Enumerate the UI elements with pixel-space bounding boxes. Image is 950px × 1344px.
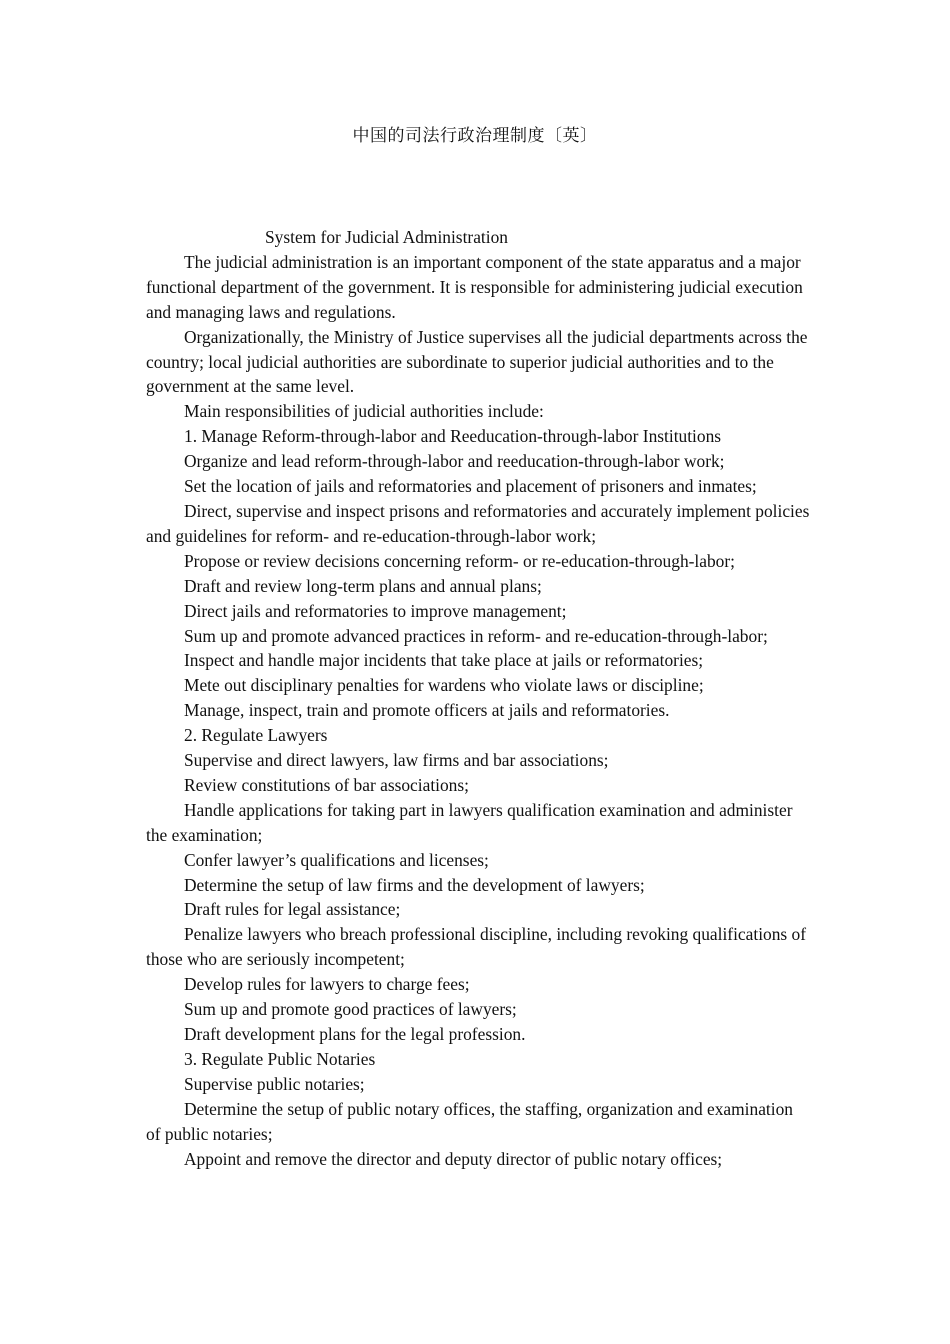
list-item: Inspect and handle major incidents that take place at jails or reformatories; bbox=[184, 650, 704, 671]
list-item: Draft rules for legal assistance; bbox=[184, 899, 401, 920]
list-item: Review constitutions of bar associations; bbox=[184, 774, 469, 795]
section-heading: System for Judicial Administration bbox=[265, 227, 508, 247]
document-body bbox=[146, 225, 810, 1171]
subheading-public-notaries: 3. Regulate Public Notaries bbox=[184, 1048, 376, 1069]
list-item: Organize and lead reform-through-labor and reeducation-through-labor work; bbox=[184, 451, 725, 472]
list-item: Determine the setup of public notary offices, the staffing, organization and examination of public notaries; bbox=[146, 1098, 793, 1144]
list-item: Set the location of jails and reformatories and placement of prisoners and inmates; bbox=[184, 476, 757, 497]
list-item: Confer lawyer’s qualifications and licenses; bbox=[184, 849, 489, 870]
list-item: Handle applications for taking part in lawyers qualification examination and administer the examination; bbox=[146, 799, 793, 845]
list-item: Sum up and promote advanced practices in reform- and re-education-through-labor; bbox=[184, 625, 768, 646]
list-item: Direct, supervise and inspect prisons and reformatories and accurately implement policies and guidelines for reform- and re-education-through-labor work; bbox=[146, 500, 810, 546]
list-item: Draft development plans for the legal profession. bbox=[184, 1024, 526, 1044]
list-item: Draft and review long-term plans and annual plans; bbox=[184, 575, 542, 596]
paragraph-intro: The judicial administration is an important component of the state apparatus and a major functional department of the government. It is responsible for administering judicial execution and managing laws and regulations. bbox=[146, 251, 803, 322]
paragraph-organization: Organizationally, the Ministry of Justice supervises all the judicial departments across the country; local judicial authorities are subordinate to superior judicial authorities and to the government at the same level. bbox=[146, 326, 808, 397]
document-title: 中国的司法行政治理制度〔英〕 bbox=[352, 126, 598, 145]
list-item: Penalize lawyers who breach professional discipline, including revoking qualifications of those who are seriously incompetent; bbox=[146, 924, 807, 970]
list-item: Supervise and direct lawyers, law firms and bar associations; bbox=[184, 750, 609, 771]
paragraph-responsibilities: Main responsibilities of judicial authorities include: bbox=[184, 401, 544, 422]
list-item: Appoint and remove the director and deputy director of public notary offices; bbox=[184, 1148, 723, 1169]
list-item: Supervise public notaries; bbox=[184, 1073, 365, 1094]
subheading-reform-labor: 1. Manage Reform-through-labor and Reeducation-through-labor Institutions bbox=[184, 426, 722, 447]
list-item: Mete out disciplinary penalties for wardens who violate laws or discipline; bbox=[184, 675, 704, 696]
list-item: Propose or review decisions concerning reform- or re-education-through-labor; bbox=[184, 550, 735, 571]
list-item: Direct jails and reformatories to improve management; bbox=[184, 600, 567, 621]
list-item: Sum up and promote good practices of lawyers; bbox=[184, 999, 517, 1020]
list-item: Manage, inspect, train and promote officers at jails and reformatories. bbox=[184, 700, 670, 721]
list-item: Determine the setup of law firms and the development of lawyers; bbox=[184, 874, 645, 895]
list-item: Develop rules for lawyers to charge fees; bbox=[184, 974, 470, 995]
subheading-lawyers: 2. Regulate Lawyers bbox=[184, 725, 328, 746]
